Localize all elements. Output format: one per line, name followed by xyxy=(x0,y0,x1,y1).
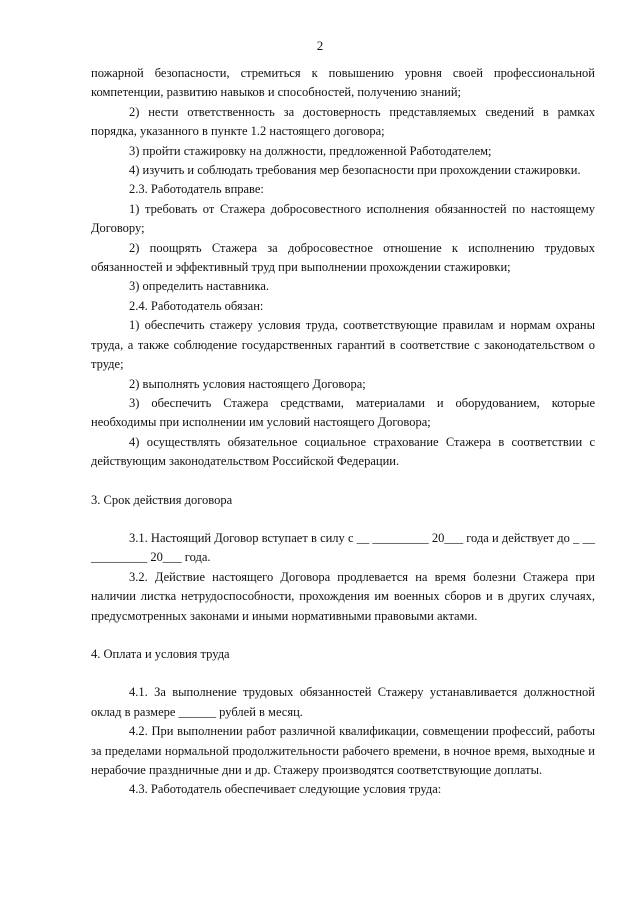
document-body xyxy=(91,64,595,800)
paragraph: 2.4. Работодатель обязан: xyxy=(129,298,264,313)
paragraph: 2) нести ответственность за достоверность представляемых сведений в рамках порядка, указанного в пункте 1.2 настоящего договора; xyxy=(91,104,595,139)
paragraph: 3) пройти стажировку на должности, предложенной Работодателем; xyxy=(129,143,492,158)
paragraph: 2) выполнять условия настоящего Договора; xyxy=(129,376,366,391)
paragraph: 2) поощрять Стажера за добросовестное отношение к исполнению трудовых обязанностей и эффективный труд при выполнении прохождении стажировки; xyxy=(91,240,595,275)
section-heading: 4. Оплата и условия труда xyxy=(91,646,230,661)
section-heading: 3. Срок действия договора xyxy=(91,492,233,507)
page-number: 2 xyxy=(316,38,324,53)
paragraph: пожарной безопасности, стремиться к повышению уровня своей профессиональной компетенции, развитию навыков и способностей, получению знаний; xyxy=(91,66,595,100)
paragraph: 4.3. Работодатель обеспечивает следующие условия труда: xyxy=(129,782,442,797)
paragraph: 4.1. За выполнение трудовых обязанностей Стажеру устанавливается должностной оклад в размере ______ рублей в месяц. xyxy=(91,685,595,719)
paragraph: 3.1. Настоящий Договор вступает в силу с __ _________ 20___ года и действует до _ __ _________ 20___ года. xyxy=(91,530,595,565)
paragraph: 3) определить наставника. xyxy=(129,279,270,294)
paragraph: 3.2. Действие настоящего Договора продлевается на время болезни Стажера при наличии листка нетрудоспособности, прохождения им военных сборов и в других случаях, предусмотренных законами и иными нормативными правовыми актами. xyxy=(91,569,595,623)
paragraph: 2.3. Работодатель вправе: xyxy=(129,182,264,197)
paragraph: 4.2. При выполнении работ различной квалификации, совмещении профессий, работы за пределами нормальной продолжительности рабочего времени, в ночное время, выходные и нерабочие праздничные дни и др. Стажеру производятся соответствующие доплаты. xyxy=(91,724,595,777)
paragraph: 3) обеспечить Стажера средствами, материалами и оборудованием, которые необходимы при исполнении им условий настоящего Договора; xyxy=(91,395,595,430)
paragraph: 4) изучить и соблюдать требования мер безопасности при прохождении стажировки. xyxy=(129,163,581,178)
paragraph: 1) обеспечить стажеру условия труда, соответствующие правилам и нормам охраны труда, а также соблюдение государственных гарантий в соответствие с законодательством о труде; xyxy=(91,318,595,372)
paragraph: 4) осуществлять обязательное социальное страхование Стажера в соответствии с действующим законодательством Российской Федерации. xyxy=(91,434,595,469)
paragraph: 1) требовать от Стажера добросовестного исполнения обязанностей по настоящему Договору; xyxy=(91,201,595,236)
